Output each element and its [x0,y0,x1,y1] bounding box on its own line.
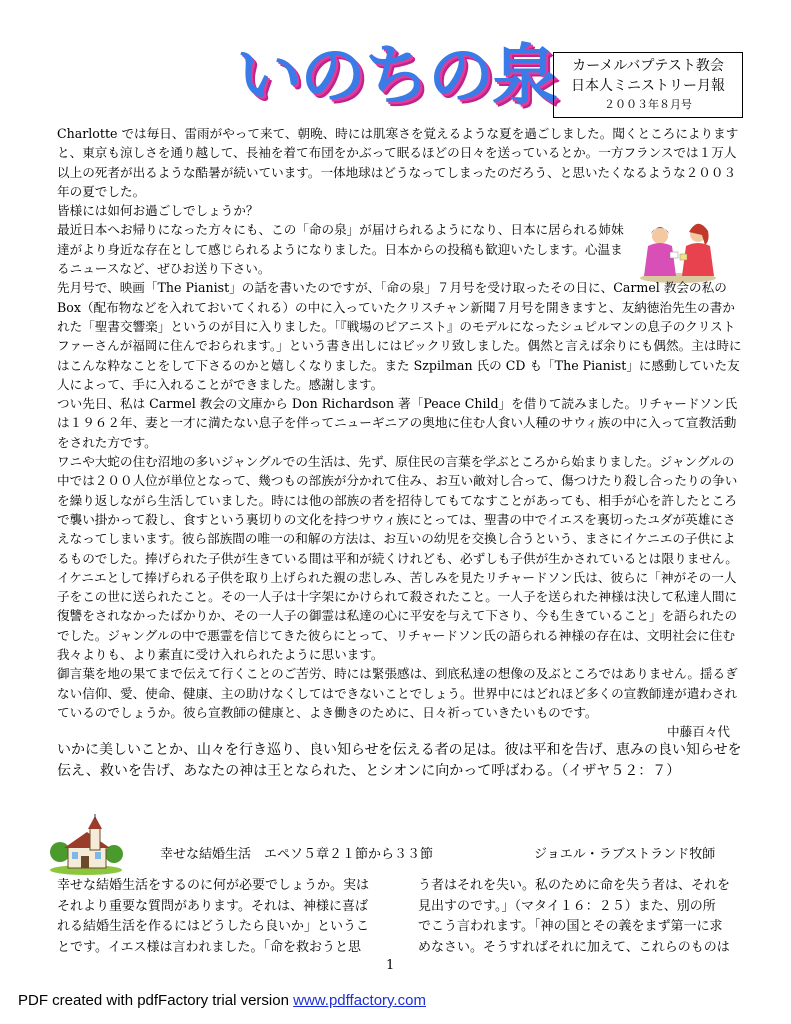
sermon-line: めなさい。そうすればそれに加えて、これらのものは [418,939,730,955]
church-illustration [48,814,124,876]
letter-signature: 中藤百々代 [667,724,730,740]
pdffactory-link[interactable]: www.pdffactory.com [293,992,426,1009]
pdf-footer [18,992,426,1009]
pastor-letter [57,124,745,782]
sermon-header [160,846,750,864]
sermon-column-right [418,876,748,958]
footer-text: PDF created with pdfFactory trial version [18,992,294,1009]
letter-paragraph: 先月号で、映画「The Pianist」の話を書いたのですが、「命の泉」７月号を受け取ったその日に、Carmel 教会の私の Box（配布物などを入れておいてくれる）の中に入っていたクリスチャン新聞７月号を開きますと、友納徳治先生の書かれた「聖書交響楽」というのが目に入りました。「『戦場のピアニスト』のモデルになったシュピルマンの息子のクリストファーさんが福岡に住んでおられます。」という書き出しにはビックリ致しました。偶然と言えば余りにも偶然。主は時にはこんな粋なことをして下さるのかと嬉しくなりました。また Szpilman 氏の CD も「The Pianist」に感動していた友人によって、手に入れることができました。感謝します。 [57,280,742,392]
letter-paragraph: Charlotte では毎日、雷雨がやって来て、朝晩、時には肌寒さを覚えるような夏を過ごしました。聞くところによりますと、東京も涼しさを通り越して、長袖を着て布団をかぶって眠るほどの日々を送っているとか。一方フランスでは１万人以上の死者が出るような酷暑が続いています。一体地球はどうなってしまったのだろう、と思いたくなるような２００３年の夏でした。 [57,126,739,199]
ministry-name: 日本人ミニストリー月報 [571,78,725,94]
letter-paragraph: 皆様には如何お過ごしでしょうか？ [57,203,259,219]
masthead-info-box [553,52,743,118]
sermon-line: それより重要な質問があります。それは、神様に喜ば [57,898,368,914]
newsletter-title: いのちの泉 [236,37,556,114]
letter-paragraph: ワニや大蛇の住む沼地の多いジャングルでの生活は、先ず、原住民の言葉を学ぶところから始まりました。ジャングルの中では２００人位が単位となって、幾つもの部族が分かれて住み、お互い敵対し合って、傷つけたり殺し合ったりの争いを繰り返しながら生活していました。時には他の部族の者を招待してもてなすことがあっても、相手が心を許したところで襲い掛かって殺し、食すという裏切りの文化を持つサウィ族にとっては、聖書の中でイエスを裏切ったユダが英雄にさえなってしまいます。彼ら部族間の唯一の和解の方法は、お互いの幼児を交換し合うという、まさにイケニエの子供によるものでした。捧げられた子供が生きている間は平和が続くけれども、必ずしも子供が生かされているとは限りません。イケニエとして捧げられる子供を取り上げられた親の悲しみ、苦しみを見たリチャードソン氏は、彼らに「神がその一人子をこの世に送られたこと。その一人子は十字架にかけられて殺されたこと。一人子を送られた神様は決して私達人間に復讐をされなかったばかりか、その一人子の御霊は私達の心に平安を与えて下さり、今も生きていること」を語られたのでした。ジャングルの中で悪霊を信じてきた彼らにとって、リチャードソン氏の語られる神様の存在は、文明社会に住む我々よりも、より素直に受け入れられたように思います。 [57,454,738,663]
sermon-line: 見出すのです。」（マタイ１６：２５）また、別の所 [418,898,716,914]
letter-paragraph: 最近日本へお帰りになった方々にも、この「命の泉」が届けられるようになり、日本に居られる姉妹達がより身近な存在として感じられるようになりました。日本からの投稿も歓迎いたします。心温まるニュースなど、ぜひお送り下さい。 [57,222,624,277]
sermon-column-left [57,876,377,958]
sermon-line: れる結婚生活を作るにはどうしたら良いか」というこ [57,919,370,934]
sermon-author: ジョエル・ラブストランド牧師 [534,847,716,862]
sermon-title: 幸せな結婚生活 エペソ５章２１節から３３節 [160,847,434,862]
letter-paragraph: つい先日、私は Carmel 教会の文庫から Don Richardson 著「Peace Child」を借りて読みました。リチャードソン氏は１９６２年、妻と一才に満たない息子を伴ってニューギニアの奥地に住む人食い人種のサウィ族の中に入って宣教活動をされた方です。 [57,396,738,450]
sermon-line: でこう言われます。「神の国とその義をまず第一に求 [418,919,723,934]
sermon-line: とです。イエス様は言われました。「命を救おうと思 [57,939,361,955]
sermon-line: 幸せな結婚生活をするのに何が必要でしょうか。実は [57,878,370,893]
sermon-line: う者はそれを失い。私のために命を失う者は、それを [418,878,731,893]
scripture-verse: いかに美しいことか、山々を行き巡り、良い知らせを伝える者の足は。彼は平和を告げ、恵みの良い知らせを伝え、救いを告げ、あなたの神は王となられた、とシオンに向かって呼ばわる。（イザヤ５２：７） [57,741,742,779]
church-name: カーメルバプテスト教会 [572,58,724,74]
issue-date: ２００３年８月号 [604,98,692,111]
letter-paragraph: 御言葉を地の果てまで伝えて行くことのご苦労、時には緊張感は、到底私達の想像の及ぶところではありません。揺るぎない信仰、愛、使命、健康、主の助けなくしてはできないことでしょう。世界中にはどれほど多くの宣教師達が遣わされているのでしょうか。彼ら宣教師の健康と、よき働きのために、日々祈っていきたいものです。 [57,666,738,720]
page-number: 1 [386,958,395,973]
